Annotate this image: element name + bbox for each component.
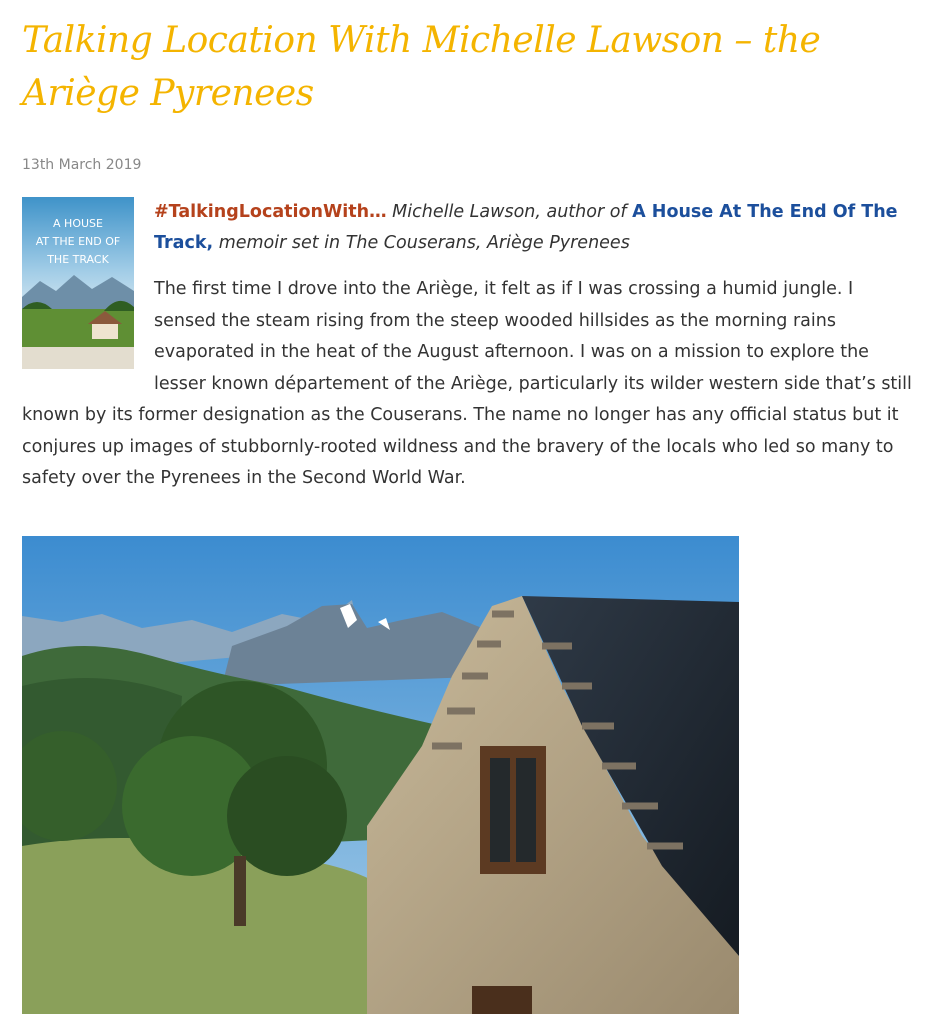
- intro-line: [22, 197, 917, 259]
- blog-post: [22, 0, 917, 495]
- book-description: memoir set in The Couserans, Ariège Pyrenees: [213, 233, 630, 253]
- author-intro: Michelle Lawson, author of: [386, 202, 633, 222]
- book-cover-image[interactable]: [22, 197, 134, 369]
- photo-door: [472, 986, 532, 1014]
- cover-footer: [22, 347, 134, 369]
- book-title-link[interactable]: A House At The End Of The Track,: [154, 202, 898, 253]
- cover-title-line2: AT THE END OF: [35, 235, 121, 248]
- post-paragraph: The first time I drove into the Ariège, it felt as if I was crossing a humid jungle. I sensed the steam rising from the steep wooded hillsides as the morning rains evaporated in the heat of the August afternoon. I was on a mission to explore the lesser known département of the Ariège, particularly its wilder western side that’s still known by its former designation as the Couserans. The name no longer has any official status but it conjures up images of stubbornly-rooted wildness and the bravery of the locals who led so many to safety over the Pyrenees in the Second World War.: [22, 279, 912, 488]
- photo-window-frame: [480, 746, 546, 874]
- cover-title-line1: A HOUSE: [53, 217, 103, 230]
- cover-title-line3: THE TRACK: [47, 253, 109, 266]
- post-title[interactable]: Talking Location With Michelle Lawson – the Ariège Pyrenees: [22, 20, 821, 114]
- cover-house: [92, 323, 118, 339]
- hashtag-link[interactable]: #TalkingLocationWith…: [154, 202, 387, 222]
- photo-window-pane-right: [516, 758, 536, 862]
- post-date: 13th March 2019: [22, 157, 142, 173]
- photo-tree-trunk: [234, 856, 246, 926]
- post-intro: [22, 197, 917, 495]
- photo-window-pane-left: [490, 758, 510, 862]
- mountain-barn-photo[interactable]: [22, 536, 739, 1014]
